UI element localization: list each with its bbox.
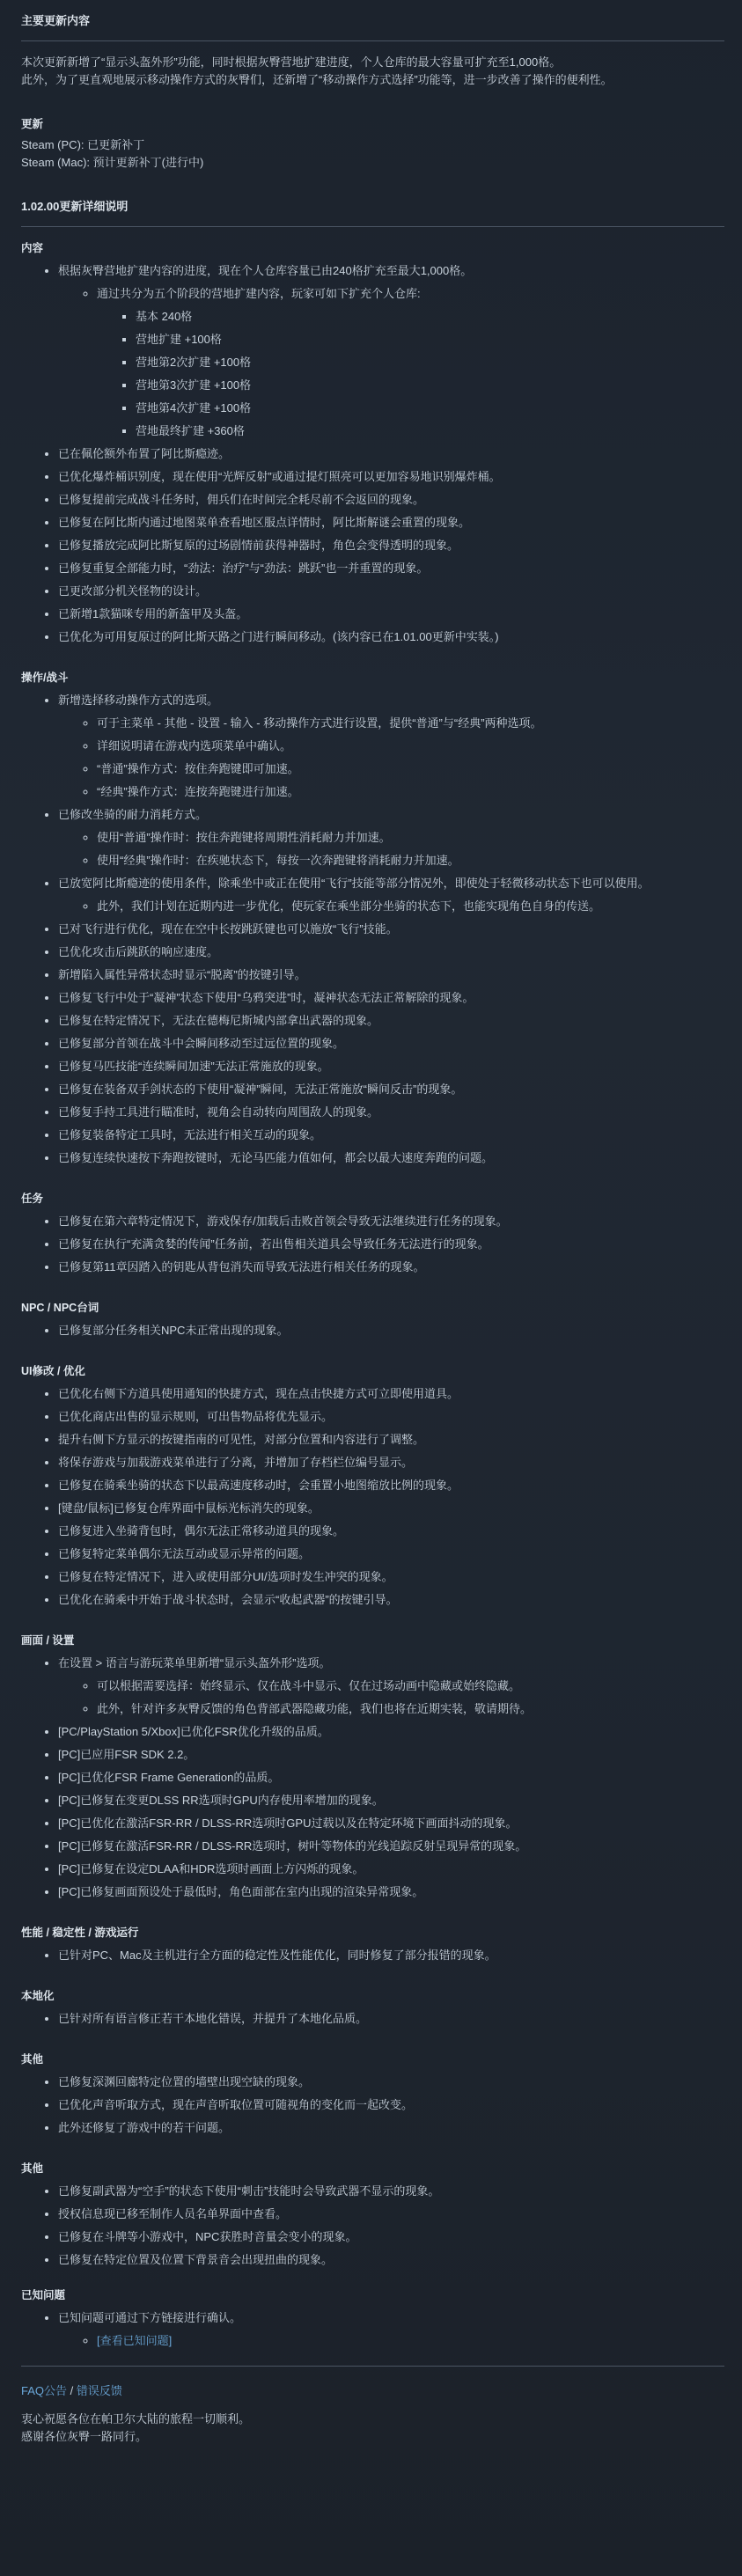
list-item-text: 已修复在特定情况下，进入或使用部分UI/选项时发生冲突的现象。 (58, 1570, 393, 1583)
sub-sub-list-item (136, 354, 724, 371)
list-item (58, 2251, 724, 2269)
list-item (58, 2119, 724, 2137)
list-item (58, 1591, 724, 1609)
list-item (58, 445, 724, 463)
list-item (58, 514, 724, 532)
section-block (21, 1924, 724, 1964)
list-item-text: 已更改部分机关怪物的设计。 (58, 584, 208, 598)
list-item (58, 989, 724, 1007)
sub-list-item (97, 1677, 724, 1695)
list-item (58, 2010, 724, 2028)
sub-list-item-text: 此外，针对许多灰臀反馈的角色背部武器隐藏功能，我们也将在近期实装，敬请期待。 (97, 1702, 533, 1715)
section-list (21, 2073, 724, 2137)
list-item-text: 已在佩伦额外布置了阿比斯瘾迹。 (58, 447, 231, 460)
section-block (21, 1632, 724, 1901)
list-item (58, 1477, 724, 1494)
list-item-text: 已修改坐骑的耐力消耗方式。 (58, 808, 208, 821)
intro-line: 此外，为了更直观地展示移动操作方式的灰臀们，还新增了“移动操作方式选择”功能等，进一步改善了操作的便利性。 (21, 73, 613, 86)
known-issues-heading: 已知问题 (21, 2289, 66, 2301)
update-line-steam-mac: Steam (Mac): 预计更新补丁(进行中) (21, 156, 204, 169)
list-item (58, 1545, 724, 1563)
section-block (21, 1299, 724, 1339)
list-item (58, 1723, 724, 1741)
list-item-text: [PC]已应用FSR SDK 2.2。 (58, 1748, 195, 1761)
sub-list (58, 898, 724, 915)
list-item-text: [PC]已修复画面预设处于最低时，角色面部在室内出现的渲染异常现象。 (58, 1885, 424, 1898)
section-list (21, 262, 724, 646)
sub-list-item-text: 使用“普通”操作时：按住奔跑键将周期性消耗耐力并加速。 (97, 831, 391, 844)
list-item-text: [PC/PlayStation 5/Xbox]已优化FSR优化升级的品质。 (58, 1725, 329, 1738)
footer-closing-line: 衷心祝愿各位在帕卫尔大陆的旅程一切顺利。 (21, 2412, 251, 2426)
list-item-text: 已针对PC、Mac及主机进行全方面的稳定性及性能优化，同时修复了部分报错的现象。 (58, 1949, 496, 1962)
list-item (58, 1792, 724, 1809)
list-item (58, 2228, 724, 2246)
list-item-text: 已修复特定菜单偶尔无法互动或显示异常的问题。 (58, 1547, 311, 1560)
list-item (58, 583, 724, 600)
list-item (58, 560, 724, 577)
list-item-text: 已放宽阿比斯瘾迹的使用条件，除乘坐中或正在使用“飞行”技能等部分情况外，即使处于轻微移动状态下也可以使用。 (58, 877, 650, 890)
sub-list-item (97, 738, 724, 755)
sub-list-item (97, 760, 724, 778)
list-item (58, 468, 724, 486)
section-heading: 任务 (21, 1193, 44, 1205)
list-item (97, 2332, 724, 2350)
list-item (58, 1127, 724, 1144)
sub-sub-list-item-text: 营地第3次扩建 +100格 (136, 378, 252, 392)
divider (21, 2366, 724, 2367)
known-issues-text: 已知问题可通过下方链接进行确认。 (58, 2311, 242, 2324)
list-item-text: 根据灰臀营地扩建内容的进度，现在个人仓库容量已由240格扩充至最大1,000格。 (58, 264, 473, 277)
section-heading: 本地化 (21, 1990, 55, 2002)
sub-list-item-text: 使用“经典”操作时：在疾驰状态下，每按一次奔跑键将消耗耐力并加速。 (97, 854, 459, 867)
list-item-text: 已修复副武器为“空手”的状态下使用“刺击”技能时会导致武器不显示的现象。 (58, 2184, 440, 2198)
sub-list-item (97, 783, 724, 801)
list-item-text: 已优化为可用复原过的阿比斯天路之门进行瞬间移动。(该内容已在1.01.00更新中实装。) (58, 630, 499, 643)
list-item-text: 已修复部分首领在战斗中会瞬间移动至过远位置的现象。 (58, 1037, 345, 1050)
sub-sub-list-item (136, 308, 724, 326)
list-item-text: 授权信息现已移至制作人员名单界面中查看。 (58, 2207, 288, 2220)
list-item-text: 在设置 > 语言与游玩菜单里新增“显示头盔外形”选项。 (58, 1656, 331, 1670)
list-item-text: 已优化攻击后跳跃的响应速度。 (58, 945, 219, 958)
list-item (58, 1568, 724, 1586)
sub-sub-list-item-text: 营地第2次扩建 +100格 (136, 356, 252, 369)
section-heading: UI修改 / 优化 (21, 1365, 85, 1377)
section-list (21, 1947, 724, 1964)
divider (21, 40, 724, 41)
list-item (58, 628, 724, 646)
list-item (58, 1883, 724, 1901)
list-item-text: 已修复进入坐骑背包时，偶尔无法正常移动道具的现象。 (58, 1524, 345, 1538)
list-item (58, 1149, 724, 1167)
intro-block (21, 54, 724, 89)
list-item-text: [PC]已优化在激活FSR-RR / DLSS-RR选项时GPU过载以及在特定环境下画面抖动的现象。 (58, 1816, 518, 1830)
list-item (58, 2096, 724, 2114)
list-item (58, 1236, 724, 1253)
list-item (58, 2205, 724, 2223)
sub-list-item (97, 898, 724, 915)
section-list (21, 2010, 724, 2028)
section-heading: 其他 (21, 2162, 44, 2175)
list-item-text: 已修复深渊回廊特定位置的墙壁出现空缺的现象。 (58, 2075, 311, 2088)
list-item (58, 1385, 724, 1403)
sub-list-item-text: “普通”操作方式：按住奔跑键即可加速。 (97, 762, 299, 775)
sub-sub-list (97, 308, 724, 440)
update-line-steam-pc: Steam (PC): 已更新补丁 (21, 138, 145, 151)
sub-list-item-text: “经典”操作方式：连按奔跑键进行加速。 (97, 785, 299, 798)
list-item (58, 1213, 724, 1230)
list-item (58, 943, 724, 961)
list-item-text: 已修复播放完成阿比斯复原的过场剧情前获得神器时，角色会变得透明的现象。 (58, 539, 459, 552)
list-item (58, 1815, 724, 1832)
list-item-text: 提升右侧下方显示的按键指南的可见性，对部分位置和内容进行了调整。 (58, 1433, 425, 1446)
list-item-text: 已新增1款猫咪专用的新盔甲及头盔。 (58, 607, 248, 620)
sub-list-item (97, 715, 724, 732)
section-block (21, 1362, 724, 1609)
footer (21, 2382, 724, 2446)
list-item-text: 已修复马匹技能“连续瞬间加速”无法正常施放的现象。 (58, 1060, 329, 1073)
list-item (58, 921, 724, 938)
list-item-text: 已修复在执行“充满贪婪的传闻”任务前，若出售相关道具会导致任务无法进行的现象。 (58, 1237, 489, 1251)
list-item (58, 875, 724, 915)
known-issues-section (21, 2286, 724, 2350)
list-item-text: [PC]已优化FSR Frame Generation的品质。 (58, 1771, 280, 1784)
sub-list-item-text: 详细说明请在游戏内选项菜单中确认。 (97, 739, 292, 752)
list-item (58, 1860, 724, 1878)
sub-sub-list-item (136, 377, 724, 394)
list-item (58, 2183, 724, 2200)
list-item-text: 已修复在斗牌等小游戏中，NPC获胜时音量会变小的现象。 (58, 2230, 357, 2243)
list-item-text: 已修复在特定情况下，无法在德梅尼斯城内部拿出武器的现象。 (58, 1014, 379, 1027)
sub-sub-list-item-text: 营地扩建 +100格 (136, 333, 222, 346)
list-item (58, 1081, 724, 1098)
list-item (58, 806, 724, 870)
footer-closing-line: 感谢各位灰臀一路同行。 (21, 2430, 148, 2443)
list-item (58, 1431, 724, 1449)
sub-list (58, 715, 724, 801)
section-heading: 内容 (21, 242, 44, 254)
list-item-text: [键盘/鼠标]已修复仓库界面中鼠标光标消失的现象。 (58, 1501, 320, 1515)
footer-links (21, 2382, 724, 2400)
list-item-text: 已优化右侧下方道具使用通知的快捷方式，现在点击快捷方式可立即使用道具。 (58, 1387, 459, 1400)
list-item-text: 已修复连续快速按下奔跑按键时，无论马匹能力值如何，都会以最大速度奔跑的问题。 (58, 1151, 494, 1164)
list-item (58, 1259, 724, 1276)
list-item (58, 262, 724, 440)
list-item-text: 已优化商店出售的显示规则，可出售物品将优先显示。 (58, 1410, 334, 1423)
list-item-text: 已修复飞行中处于“凝神”状态下使用“乌鸦突进”时，凝神状态无法正常解除的现象。 (58, 991, 474, 1004)
bug-report-link[interactable]: 错误反馈 (76, 2384, 122, 2397)
list-item (58, 2309, 724, 2350)
sections-container (21, 239, 724, 2269)
section-block (21, 1987, 724, 2028)
sub-list-item (97, 285, 724, 440)
list-item (58, 537, 724, 554)
list-item-text: 已针对所有语言修正若干本地化错误，并提升了本地化品质。 (58, 2012, 368, 2025)
list-item-text: 新增陷入属性异常状态时显示“脱离”的按键引导。 (58, 968, 306, 981)
list-item-text: 已优化爆炸桶识别度，现在使用“光辉反射”或通过提灯照亮可以更加容易地识别爆炸桶。 (58, 470, 501, 483)
section-heading: 操作/战斗 (21, 672, 69, 684)
list-item (58, 692, 724, 801)
sub-list (58, 1677, 724, 1718)
list-item (58, 1746, 724, 1764)
known-issues-sublist (58, 2332, 724, 2350)
section-list (21, 1655, 724, 1901)
footer-separator: / (67, 2384, 77, 2397)
section-heading: 性能 / 稳定性 / 游戏运行 (21, 1926, 139, 1939)
list-item-text: 已修复在第六章特定情况下，游戏保存/加载后击败首领会导致无法继续进行任务的现象。 (58, 1215, 508, 1228)
intro-line: 本次更新新增了“显示头盔外形”功能，同时根据灰臀营地扩建进度，个人仓库的最大容量可扩充至1,000格。 (21, 55, 562, 69)
list-item (58, 491, 724, 509)
list-item (58, 1523, 724, 1540)
list-item-text: 已修复提前完成战斗任务时，佣兵们在时间完全耗尽前不会返回的现象。 (58, 493, 425, 506)
list-item-text: 已修复在特定位置及位置下背景音会出现扭曲的现象。 (58, 2253, 334, 2266)
list-item-text: 已优化在骑乘中开始于战斗状态时，会显示“收起武器”的按键引导。 (58, 1593, 398, 1606)
section-block (21, 2160, 724, 2269)
list-item (58, 1838, 724, 1855)
sub-list-item-text: 可以根据需要选择：始终显示、仅在战斗中显示、仅在过场动画中隐藏或始终隐藏。 (97, 1679, 521, 1692)
list-item-text: 已对飞行进行优化，现在在空中长按跳跃键也可以施放“飞行”技能。 (58, 922, 398, 936)
sub-sub-list-item-text: 营地最终扩建 +360格 (136, 424, 245, 437)
list-item-text: 已修复手持工具进行瞄准时，视角会自动转向周围敌人的现象。 (58, 1105, 379, 1119)
list-item (58, 1408, 724, 1426)
section-heading: NPC / NPC台词 (21, 1302, 99, 1314)
list-item-text: 新增选择移动操作方式的选项。 (58, 694, 219, 707)
details-heading: 1.02.00更新详细说明 (21, 200, 129, 213)
sub-list-item (97, 852, 724, 870)
sub-sub-list-item-text: 营地第4次扩建 +100格 (136, 401, 252, 415)
known-issues-list (21, 2309, 724, 2350)
section-block (21, 669, 724, 1167)
list-item-text: [PC]已修复在变更DLSS RR选项时GPU内存使用率增加的现象。 (58, 1794, 384, 1807)
list-item (58, 2073, 724, 2091)
list-item-text: 此外还修复了游戏中的若干问题。 (58, 2121, 231, 2134)
sub-list (58, 829, 724, 870)
list-item-text: 已修复重复全部能力时，“劲法：治疗”与“劲法：跳跃”也一并重置的现象。 (58, 561, 429, 575)
section-block (21, 1190, 724, 1276)
sub-list-item-text: 可于主菜单 - 其他 - 设置 - 输入 - 移动操作方式进行设置，提供“普通”与“经典”两种选项。 (97, 716, 542, 730)
list-item (58, 1322, 724, 1339)
list-item (58, 1104, 724, 1121)
section-list (21, 1385, 724, 1609)
section-list (21, 2183, 724, 2269)
list-item-text: 已修复在装备双手剑状态的下使用“凝神”瞬间，无法正常施放“瞬间反击”的现象。 (58, 1083, 463, 1096)
list-item-text: [PC]已修复在设定DLAA和HDR选项时画面上方闪烁的现象。 (58, 1862, 364, 1875)
list-item (58, 1035, 724, 1053)
list-item-text: 已修复在阿比斯内通过地图菜单查看地区服点详情时，阿比斯解谜会重置的现象。 (58, 516, 471, 529)
list-item (58, 1500, 724, 1517)
sub-list-item (97, 829, 724, 847)
list-item (58, 966, 724, 984)
update-heading: 更新 (21, 118, 44, 130)
list-item (58, 1454, 724, 1471)
list-item (58, 1655, 724, 1718)
list-item-text: 已修复装备特定工具时，无法进行相关互动的现象。 (58, 1128, 322, 1141)
list-item (58, 1012, 724, 1030)
sub-list (58, 285, 724, 440)
known-issues-link[interactable]: [查看已知问题] (97, 2334, 173, 2347)
sub-sub-list-item (136, 422, 724, 440)
section-list (21, 1213, 724, 1276)
section-block (21, 239, 724, 646)
sub-sub-list-item (136, 400, 724, 417)
section-list (21, 692, 724, 1167)
list-item-text: 已修复在骑乘坐骑的状态下以最高速度移动时，会重置小地图缩放比例的现象。 (58, 1479, 459, 1492)
sub-list-item (97, 1700, 724, 1718)
divider (21, 226, 724, 227)
list-item-text: 将保存游戏与加载游戏菜单进行了分离，并增加了存档栏位编号显示。 (58, 1456, 414, 1469)
section-heading: 其他 (21, 2053, 44, 2066)
list-item (58, 1058, 724, 1075)
list-item-text: 已优化声音听取方式，现在声音听取位置可随视角的变化而一起改变。 (58, 2098, 414, 2111)
sub-sub-list-item-text: 基本 240格 (136, 310, 193, 323)
list-item (58, 1769, 724, 1787)
list-item-text: 已修复第11章因踏入的钥匙从背包消失而导致无法进行相关任务的现象。 (58, 1260, 425, 1273)
list-item (58, 1947, 724, 1964)
sub-list-item-text: 通过共分为五个阶段的营地扩建内容，玩家可如下扩充个人仓库: (97, 287, 421, 300)
list-item-text: [PC]已修复在激活FSR-RR / DLSS-RR选项时，树叶等物体的光线追踪反射呈现异常的现象。 (58, 1839, 527, 1853)
main-updates-heading: 主要更新内容 (21, 14, 91, 27)
section-list (21, 1322, 724, 1339)
sub-list-item-text: 此外，我们计划在近期内进一步优化，使玩家在乘坐部分坐骑的状态下，也能实现角色自身的传送。 (97, 899, 601, 913)
list-item (58, 605, 724, 623)
list-item-text: 已修复部分任务相关NPC未正常出现的现象。 (58, 1324, 289, 1337)
section-block (21, 2051, 724, 2137)
section-heading: 画面 / 设置 (21, 1634, 75, 1647)
sub-sub-list-item (136, 331, 724, 349)
faq-link[interactable]: FAQ公告 (21, 2384, 68, 2397)
